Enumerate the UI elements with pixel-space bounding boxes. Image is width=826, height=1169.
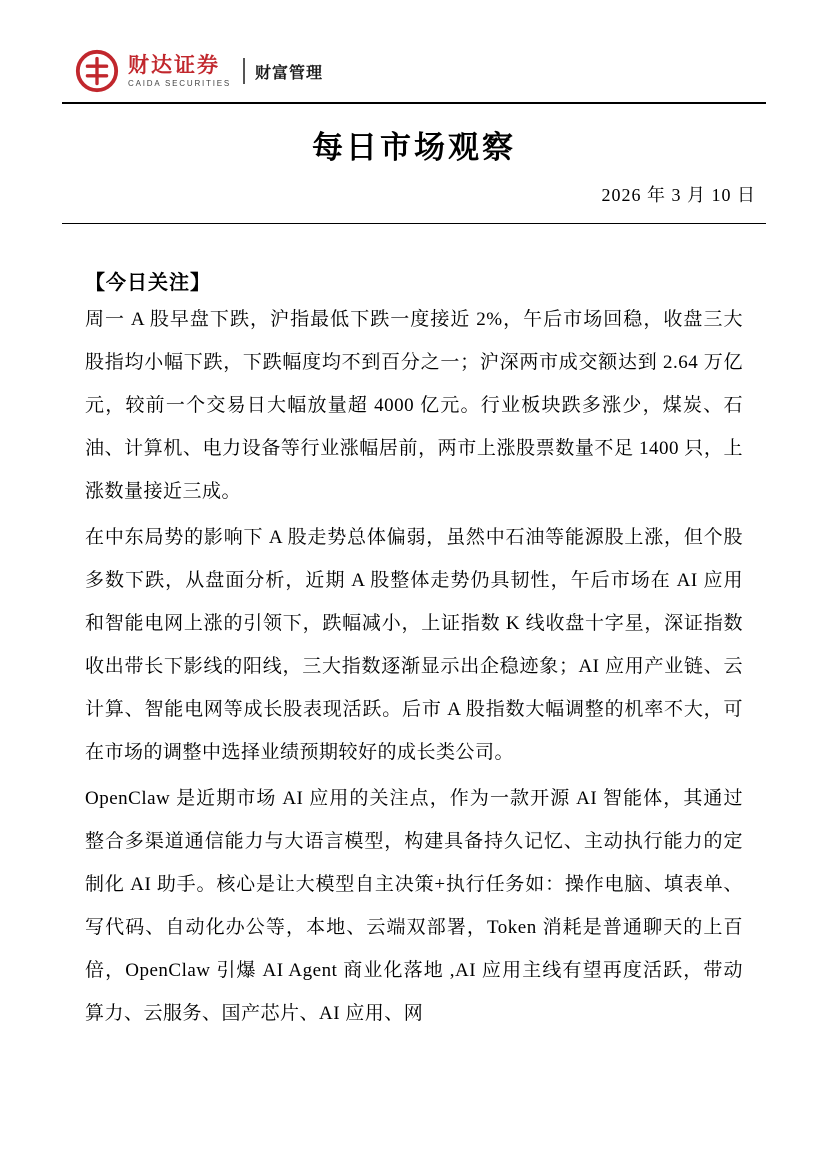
date-rule <box>62 223 766 224</box>
caida-securities-logo-icon <box>74 48 120 94</box>
paragraph-market-analysis: 在中东局势的影响下 A 股走势总体偏弱，虽然中石油等能源股上涨，但个股多数下跌，从盘面分析，近期 A 股整体走势仍具韧性，午后市场在 AI 应用和智能电网上涨的引领下，跌幅减小，上证指数 K 线收盘十字星，深证指数收出带长下影线的阳线，三大指数逐渐显示出企稳迹象；AI 应用产业链、云计算、智能电网等成长股表现活跃。后市 A 股指数大幅调整的机率不大，可在市场的调整中选择业绩预期较好的成长类公司。 <box>85 527 743 763</box>
document-title: 每日市场观察 <box>312 130 516 165</box>
brand-name: 财达证券 <box>128 53 220 77</box>
header-rule <box>62 102 766 104</box>
document-body <box>62 266 766 1035</box>
brand-text <box>128 54 231 88</box>
brand-subtitle: CAIDA SECURITIES <box>128 79 232 89</box>
document-header <box>62 46 766 96</box>
document-date: 2026 年 3 月 10 日 <box>601 185 756 205</box>
paragraph-openclaw-ai: OpenClaw 是近期市场 AI 应用的关注点，作为一款开源 AI 智能体，其通过整合多渠道通信能力与大语言模型，构建具备持久记忆、主动执行能力的定制化 AI 助手。核心是让大模型自主决策+执行任务如：操作电脑、填表单、写代码、自动化办公等，本地、云端双部署，Token 消耗是普通聊天的上百倍，OpenClaw 引爆 AI Agent 商业化落地 ,AI 应用主线有望再度活跃，带动算力、云服务、国产芯片、AI 应用、网 <box>85 788 743 1024</box>
brand-department: 财富管理 <box>255 64 324 82</box>
paragraph-market-recap: 周一 A 股早盘下跌，沪指最低下跌一度接近 2%，午后市场回稳，收盘三大股指均小幅下跌，下跌幅度均不到百分之一；沪深两市成交额达到 2.64 万亿元，较前一个交易日大幅放量超 4000 亿元。行业板块跌多涨少，煤炭、石油、计算机、电力设备等行业涨幅居前，两市上涨股票数量不足 1400 只，上涨数量接近三成。 <box>85 309 743 502</box>
brand-divider <box>243 58 245 84</box>
section-heading: 【今日关注】 <box>85 272 211 294</box>
